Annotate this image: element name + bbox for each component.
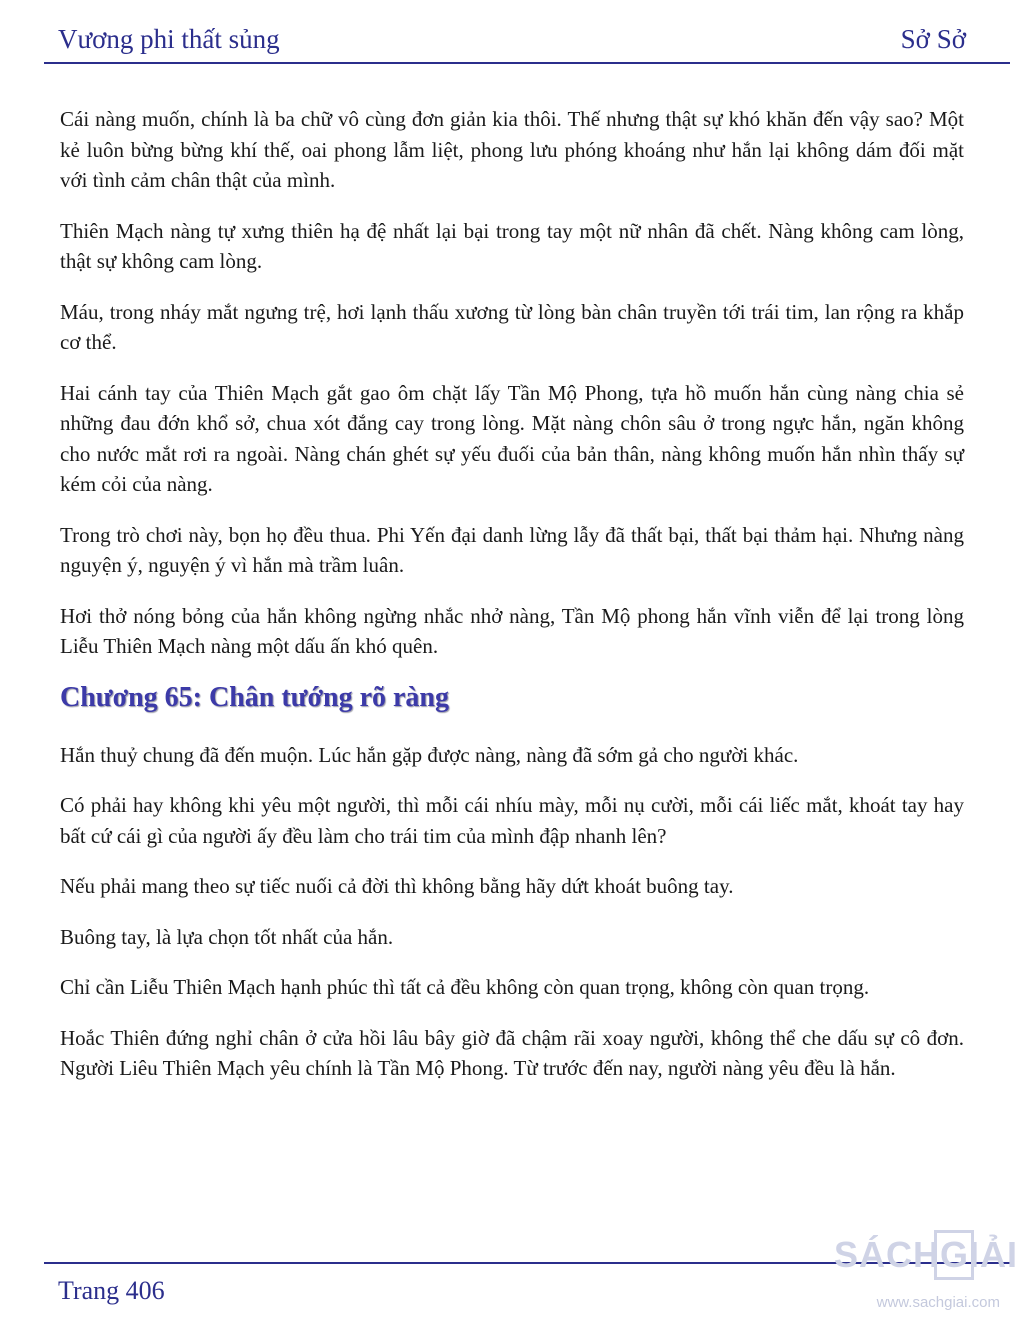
watermark: [818, 1228, 1018, 1320]
paragraph: Máu, trong nháy mắt ngưng trệ, hơi lạnh thấu xương từ lòng bàn chân truyền tới trái tim, lan rộng ra khắp cơ thể.: [60, 299, 964, 354]
book-title: Vương phi thất sủng: [58, 24, 280, 54]
paragraph: Hai cánh tay của Thiên Mạch gắt gao ôm chặt lấy Tần Mộ Phong, tựa hồ muốn hắn cùng nàng chia sẻ những đau đớn khổ sở, chua xót đắng cay trong lòng. Mặt nàng chôn sâu ở trong ngực hắn, ngăn không cho nước mắt rơi ra ngoài. Nàng chán ghét sự yếu đuối của bản thân, nàng không muốn hắn nhìn thấy sự kém cỏi của nàng.: [60, 380, 964, 496]
watermark-url: www.sachgiai.com: [876, 1294, 1000, 1311]
book-author: Sở Sở: [900, 24, 966, 54]
paragraph: Buông tay, là lựa chọn tốt nhất của hắn.: [60, 924, 394, 949]
paragraph: Chỉ cần Liễu Thiên Mạch hạnh phúc thì tất cả đều không còn quan trọng, không còn quan trọng.: [60, 975, 870, 999]
chapter-heading: Chương 65: Chân tướng rõ ràng: [60, 681, 449, 713]
paragraph: Thiên Mạch nàng tự xưng thiên hạ đệ nhất lại bại trong tay một nữ nhân đã chết. Nàng không cam lòng, thật sự không cam lòng.: [60, 218, 964, 273]
paragraph: Cái nàng muốn, chính là ba chữ vô cùng đơn giản kia thôi. Thế nhưng thật sự khó khăn đến vậy sao? Một kẻ luôn bừng bừng khí thế, oai phong lẫm liệt, phong lưu phóng khoáng như hắn lại không dám đối mặt với tình cảm chân thật của mình.: [60, 107, 964, 192]
header-divider: [44, 62, 1010, 64]
paragraph: Hắn thuỷ chung đã đến muộn. Lúc hắn gặp được nàng, nàng đã sớm gả cho người khác.: [60, 742, 799, 767]
page-header: [0, 0, 1024, 66]
watermark-logo: SÁCHGIẢI: [833, 1234, 1018, 1275]
page-number: Trang 406: [58, 1276, 165, 1305]
paragraph: Trong trò chơi này, bọn họ đều thua. Phi Yến đại danh lừng lẫy đã thất bại, thất bại thảm hại. Nhưng nàng nguyện ý, nguyện ý vì hắn mà trầm luân.: [60, 522, 964, 577]
paragraph: Nếu phải mang theo sự tiếc nuối cả đời thì không bằng hãy dứt khoát buông tay.: [60, 874, 734, 898]
page-content: [60, 104, 964, 1104]
paragraph: Hơi thở nóng bỏng của hắn không ngừng nhắc nhở nàng, Tần Mộ phong hắn vĩnh viễn để lại trong lòng Liễu Thiên Mạch nàng một dấu ấn khó quên.: [60, 603, 964, 658]
paragraph: Hoắc Thiên đứng nghỉ chân ở cửa hồi lâu bây giờ đã chậm rãi xoay người, không thể che dấu sự cô đơn. Người Liêu Thiên Mạch yêu chính là Tần Mộ Phong. Từ trước đến nay, người nàng yêu đều là hắn.: [60, 1025, 964, 1080]
paragraph: Có phải hay không khi yêu một người, thì mỗi cái nhíu mày, mỗi nụ cười, mỗi cái liếc mắt, khoát tay hay bất cứ cái gì của người ấy đều làm cho trái tim của mình đập nhanh lên?: [60, 793, 964, 848]
